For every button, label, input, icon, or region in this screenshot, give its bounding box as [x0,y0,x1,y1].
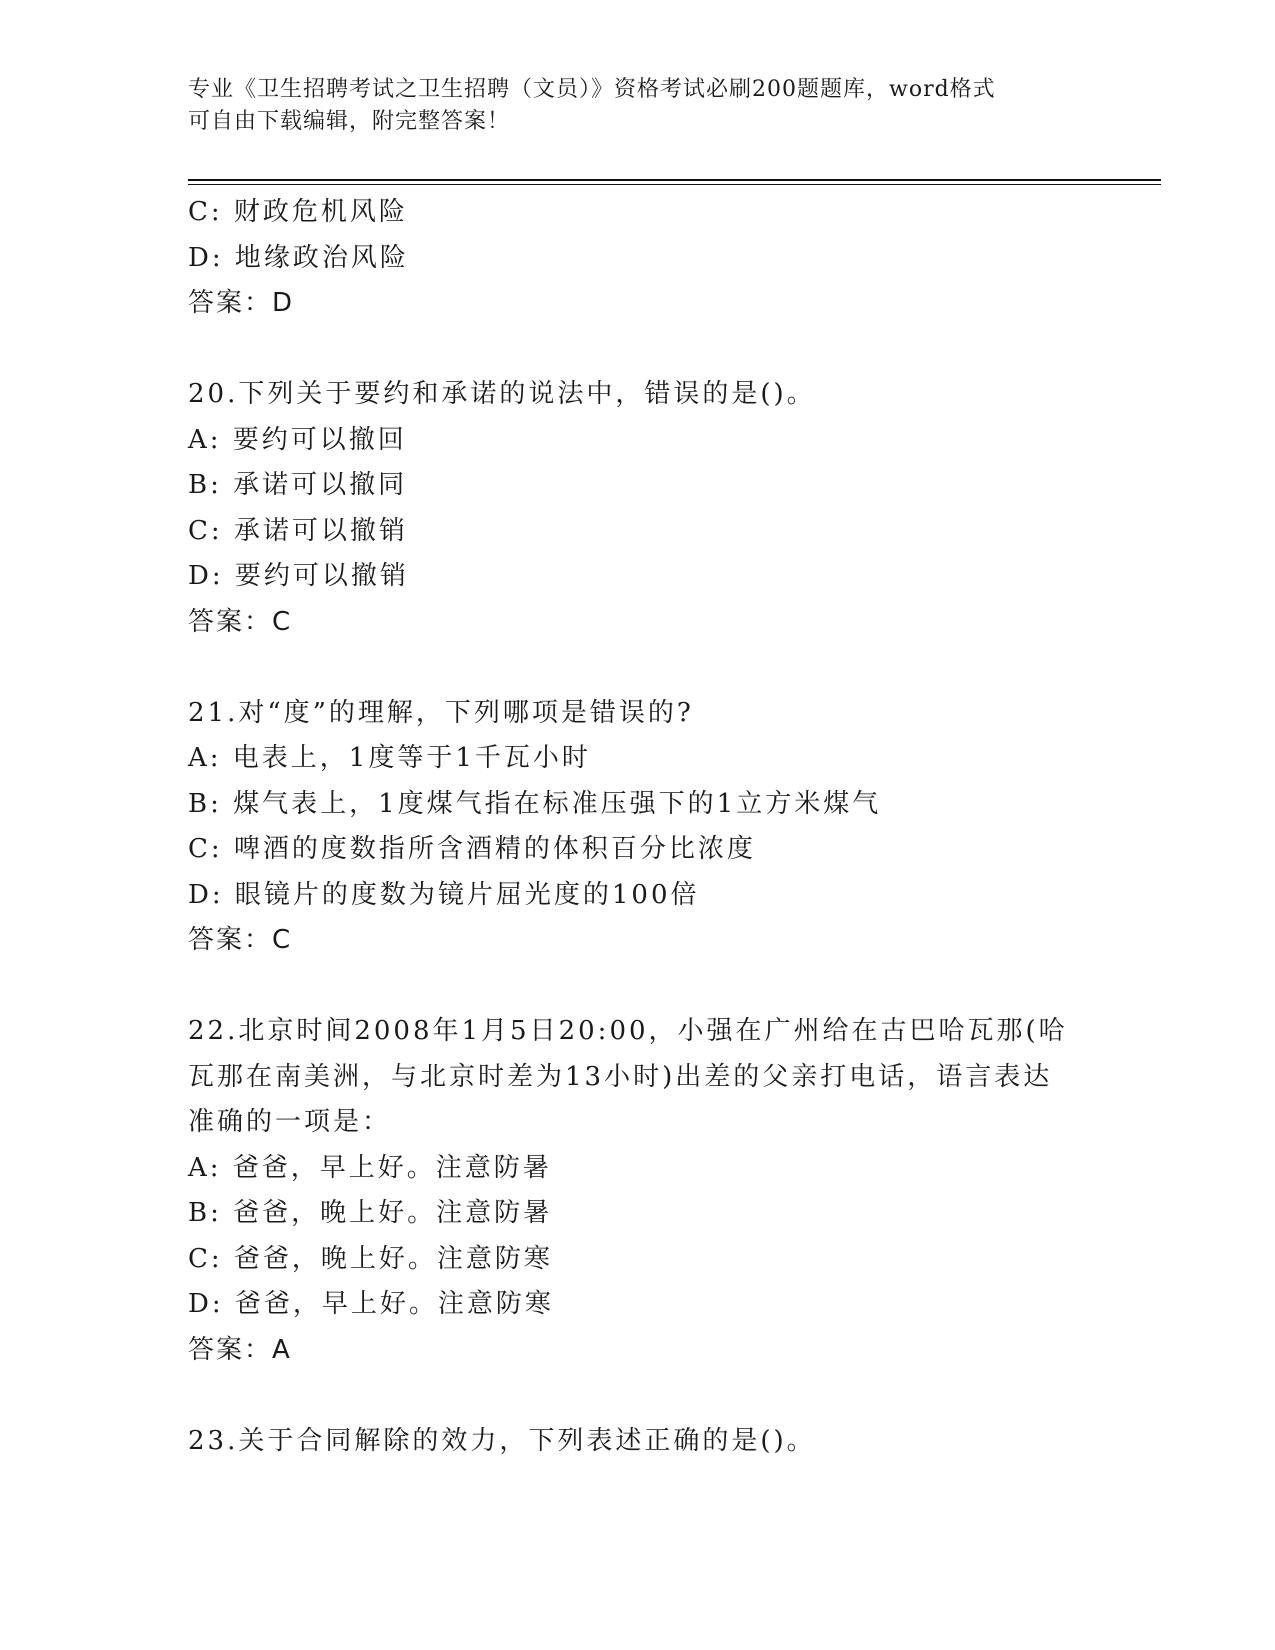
option-a: A: 爸爸，早上好。注意防暑 [188,1152,552,1183]
option-c: C: 爸爸，晚上好。注意防寒 [188,1243,553,1274]
option-b: B: 爸爸，晚上好。注意防暑 [188,1198,553,1228]
option-c: C: 啤酒的度数指所含酒精的体积百分比浓度 [188,834,756,864]
question-stem: 23.关于合同解除的效力，下列表述正确的是()。 [188,1425,816,1456]
option-d: D: 地缘政治风险 [188,242,409,273]
answer: 答案：A [188,1334,292,1365]
option-c: C: 承诺可以撤销 [188,515,408,546]
option-b: B: 煤气表上，1度煤气指在标准压强下的1立方米煤气 [188,788,882,819]
header-line-1: 专业《卫生招聘考试之卫生招聘（文员）》资格考试必刷200题题库，word格式 [188,77,996,102]
spacer [188,1373,1118,1419]
option-c: C: 财政危机风险 [188,197,408,227]
option-d: D: 眼镜片的度数为镜片屈光度的100倍 [188,879,700,910]
document-header [188,74,1088,138]
question-19 [188,190,1118,327]
question-stem: 21.对“度”的理解，下列哪项是错误的? [188,697,694,728]
question-stem-line-3: 准确的一项是： [188,1107,392,1137]
answer: 答案：C [188,925,293,955]
spacer [188,327,1118,373]
option-a: A: 要约可以撤回 [188,424,407,455]
spacer [188,645,1118,691]
option-d: D: 爸爸，早上好。注意防寒 [188,1289,554,1319]
question-stem-line-1: 22.北京时间2008年1月5日20:00，小强在广州给在古巴哈瓦那(哈 [188,1016,1068,1046]
question-23 [188,1419,1118,1465]
option-d: D: 要约可以撤销 [188,561,409,591]
question-21 [188,691,1118,964]
option-a: A: 电表上，1度等于1千瓦小时 [188,743,591,773]
header-rule-thin [188,184,1161,185]
option-b: B: 承诺可以撤同 [188,470,408,500]
header-line-2: 可自由下载编辑，附完整答案！ [188,109,511,134]
answer: 答案：D [188,288,295,318]
question-stem: 20.下列关于要约和承诺的说法中，错误的是()。 [188,379,816,409]
question-22 [188,1009,1118,1373]
question-stem-line-2: 瓦那在南美洲，与北京时差为13小时)出差的父亲打电话，语言表达 [188,1061,1053,1092]
spacer [188,964,1118,1010]
question-list [188,190,1118,1464]
header-rule-thick [188,179,1161,181]
answer: 答案：C [188,606,293,637]
question-20 [188,372,1118,645]
